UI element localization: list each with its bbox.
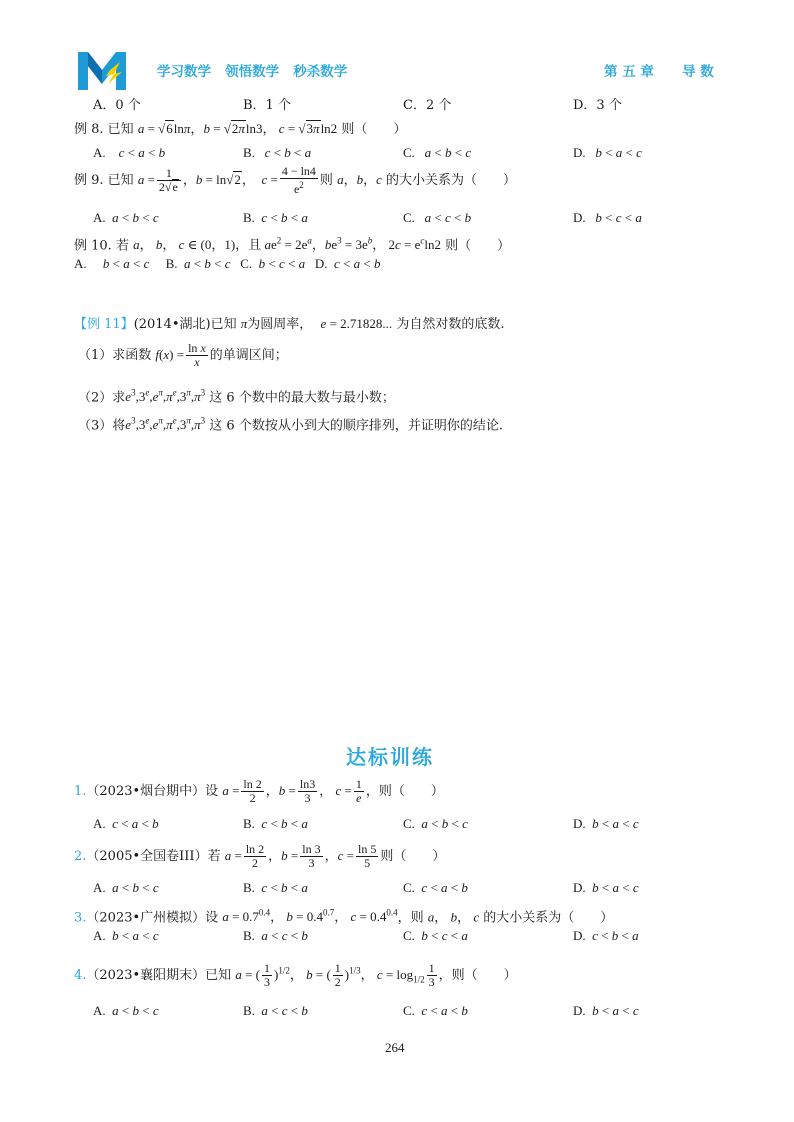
example-8-option-a: A. c < a < b	[93, 145, 166, 160]
slogan-master: 秒杀数学	[293, 64, 348, 80]
example-9-option-b: B. c < b < a	[243, 210, 308, 225]
problem-2-stem: 2.（2005•全国卷III）若 a = $\frac{\ln 2}{2}$ ，b = $\frac{\ln 3}{3}$ ，c = $\frac{\ln 5}{5}$ 则（ ）	[74, 842, 446, 870]
slogan-learn: 学习数学	[157, 64, 211, 80]
problem-3-stem: 3.（2023•广州模拟）设 $a = 0.7^{0.4}$， $b = 0.4^{0.7}$， $c = 0.4^{0.4}$，则 a， b， c 的大小关系为（ ）	[74, 908, 614, 926]
prev-option-d: D．3 个	[573, 98, 622, 113]
problem-1-stem: 1.（2023•烟台期中）设 a = $\frac{\ln 2}{2}$ ，b = $\frac{\ln 3}{3}$ ， c = $\frac{1}{e}$ ，则（ ）	[74, 777, 444, 805]
example-11-q2: （2）求$e^3,3e,e^\pi,\pi^e,3^\pi,\pi^3$ 这 6 个数中的最大数与最小数；	[78, 388, 395, 406]
chapter-label: 第 五 章	[604, 64, 654, 80]
prev-option-a: A．0 个	[93, 98, 141, 113]
problem-1-option-a: A. c < a < b	[93, 816, 159, 831]
example-9-option-c: C. a < c < b	[403, 210, 472, 225]
example-10-options: A. b < a < c B. a < b < c C. b < c < a D. c < a < b	[74, 256, 381, 271]
example-9-stem: 例 9. 已知 a = $\frac{1}{2√e}$ ，b = ln√2， c = $\frac{4 - \ln 4}{e^2}$ 则 a，b，c 的大小关系为（ ）	[74, 164, 517, 196]
prev-option-c: C．2 个	[403, 98, 452, 113]
problem-3-option-c: C. b < c < a	[403, 928, 468, 943]
problem-4-option-a: A. a < b < c	[93, 1003, 159, 1018]
problem-4-option-b: B. a < c < b	[243, 1003, 308, 1018]
problem-2-option-a: A. a < b < c	[93, 880, 159, 895]
problem-1-option-b: B. c < b < a	[243, 816, 308, 831]
problem-3-option-a: A. b < a < c	[93, 928, 159, 943]
example-10-stem: 例 10. 若 a， b， c ∈ (0，1)，且 $ae^2 = 2e^a$，$be^3 = 3e^b$， $2c = e^c\ln 2$ 则（ ）	[74, 236, 511, 254]
example-8-option-c: C. a < b < c	[403, 145, 472, 160]
example-11-q1: （1）求函数 f(x) = $\frac{\text{ln x}}{x}$ 的单调区间；	[78, 341, 288, 369]
example-9-option-a: A. a < b < c	[93, 210, 159, 225]
prev-option-b: B．1 个	[243, 98, 291, 113]
example-8-option-b: B. c < b < a	[243, 145, 312, 160]
problem-3-option-b: B. a < c < b	[243, 928, 308, 943]
problem-4-option-d: D. b < a < c	[573, 1003, 639, 1018]
problem-1-option-d: D. b < a < c	[573, 816, 639, 831]
example-11-q3: （3）将$e^3,3e,e^\pi,\pi^e,3^\pi,\pi^3$ 这 6 个数按从小到大的顺序排列，并证明你的结论.	[78, 416, 503, 434]
problem-1-option-c: C. a < b < c	[403, 816, 468, 831]
slogan-understand: 领悟数学	[225, 64, 280, 80]
example-8-option-d: D. b < a < c	[573, 145, 642, 160]
problem-3-option-d: D. c < b < a	[573, 928, 639, 943]
subject-label: 导 数	[682, 64, 714, 80]
page-number: 264	[385, 1040, 405, 1055]
example-8-stem: 例 8. 已知 a = √6lnπ，b = √2πln3， c = √3πln2 则（ ）	[74, 121, 407, 137]
problem-2-option-d: D. b < a < c	[573, 880, 639, 895]
problem-4-stem: 4.（2023•襄阳期末）已知 a = ( $\frac{1}{3}$ )$^{1/2}$， b = ( $\frac{1}{2}$ )$^{1/3}$， $c = \log_{1/2}$ $\frac{1}{3}$ ，则（ ）	[74, 961, 517, 989]
section-title: 达标训练	[346, 745, 434, 769]
example-9-option-d: D. b < c < a	[573, 210, 642, 225]
brand-logo	[76, 48, 128, 92]
problem-2-option-c: C. c < a < b	[403, 880, 468, 895]
problem-4-option-c: C. c < a < b	[403, 1003, 468, 1018]
problem-2-option-b: B. c < b < a	[243, 880, 308, 895]
example-11-stem: 【例 11】(2014•湖北)已知 π为圆周率， e = 2.71828... 为自然对数的底数.	[74, 316, 505, 332]
